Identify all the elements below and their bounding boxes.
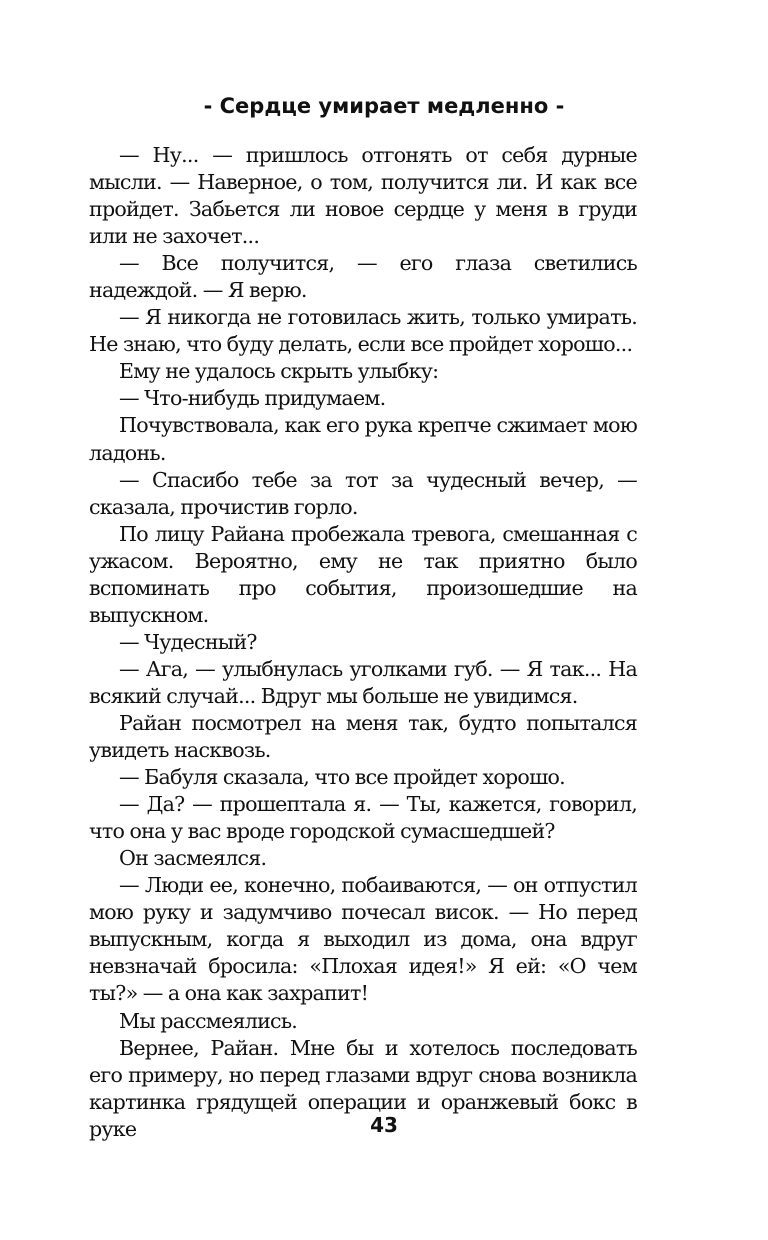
paragraph: Мы рассмеялись. xyxy=(119,1008,298,1033)
paragraph: Райан посмотрел на меня так, будто попытался увидеть насквозь. xyxy=(89,710,637,763)
paragraph: Он засмеялся. xyxy=(119,846,267,871)
paragraph: — Что-нибудь придумаем. xyxy=(119,386,386,411)
running-title: - Сердце умирает медленно - xyxy=(203,94,565,118)
page-number: 43 xyxy=(370,1113,398,1137)
paragraph: — Люди ее, конечно, побаиваются, — он отпустил мою руку и задумчиво почесал висок. — Но перед выпускным, когда я выходил из дома, она вдруг невзначай бросила: «Плохая идея!» Я ей: «О чем ты?» — а она как захрапит! xyxy=(89,873,637,1006)
body-text xyxy=(89,142,637,1143)
paragraph: — Я никогда не готовилась жить, только умирать. Не знаю, что буду делать, если все пройдет хорошо... xyxy=(89,305,637,357)
paragraph: Почувствовала, как его рука крепче сжимает мою ладонь. xyxy=(89,413,637,465)
paragraph: По лицу Райана пробежала тревога, смешанная с ужасом. Вероятно, ему не так приятно было вспоминать про события, произошедшие на выпускном. xyxy=(89,521,637,627)
paragraph: — Бабуля сказала, что все пройдет хорошо. xyxy=(119,765,565,790)
paragraph: — Спасибо тебе за тот за чудесный вечер, — сказала, прочистив горло. xyxy=(89,467,637,519)
paragraph: — Ага, — улыбнулась уголками губ. — Я так... На всякий случай... Вдруг мы больше не увидимся. xyxy=(89,656,637,708)
paragraph: — Все получится, — его глаза светились надеждой. — Я верю. xyxy=(89,251,637,303)
paragraph: Ему не удалось скрыть улыбку: xyxy=(119,359,439,384)
paragraph: — Ну... — пришлось отгонять от себя дурные мысли. — Наверное, о том, получится ли. И как все пройдет. Забьется ли новое сердце у меня в груди или не захочет... xyxy=(89,143,637,249)
paragraph: — Чудесный? xyxy=(119,629,257,654)
paragraph: Вернее, Райан. Мне бы и хотелось последовать его примеру, но перед глазами вдруг снова возникла картинка грядущей операции и оранжевый бокс в руке xyxy=(89,1035,637,1141)
paragraph: — Да? — прошептала я. — Ты, кажется, говорил, что она у вас вроде городской сумасшедшей? xyxy=(89,792,637,844)
